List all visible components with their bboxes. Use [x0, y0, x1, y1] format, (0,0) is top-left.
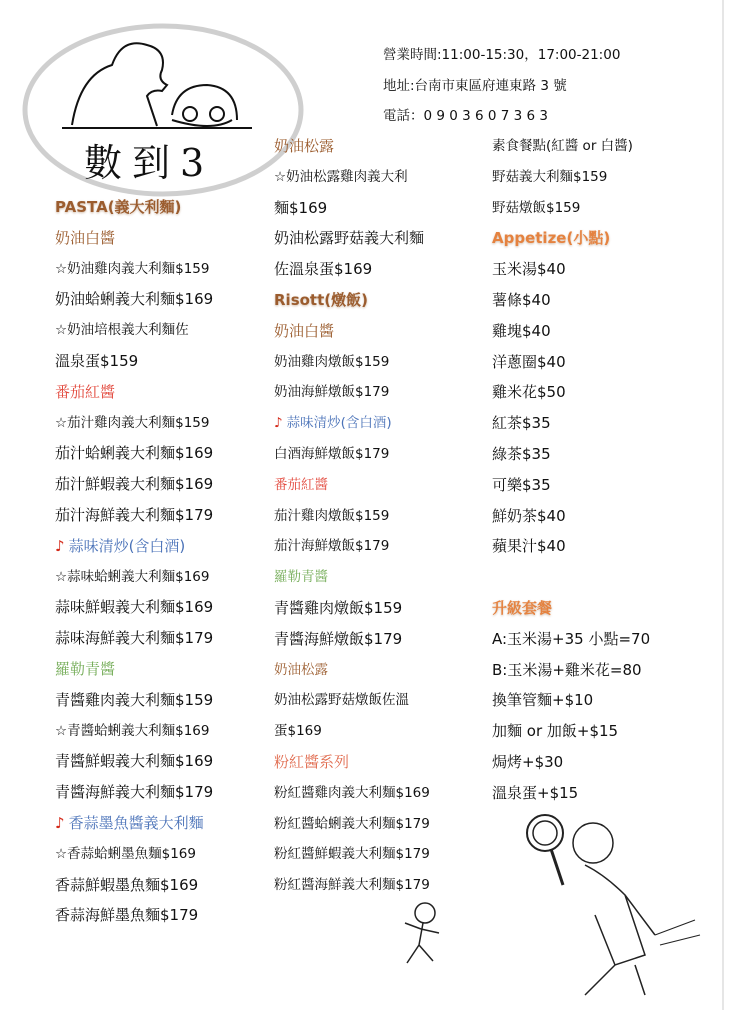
section-heading-text: 羅勒青醬 [274, 569, 328, 586]
chili-pepper-icon: ♪ [274, 415, 283, 432]
section-heading-text: 蒜味清炒(含白酒) [68, 536, 186, 555]
section-heading [274, 135, 430, 166]
section-heading-text: 番茄紅醬 [55, 382, 116, 401]
menu-item [274, 197, 430, 228]
menu-item [492, 197, 650, 228]
menu-item-text: ☆蒜味蛤蜊義大利麵$169 [55, 568, 210, 585]
section-heading-text: 蒜味清炒(含白酒) [286, 415, 392, 432]
section-heading-text: Risott(燉飯) [274, 290, 368, 309]
menu-item [55, 596, 213, 627]
menu-item-text: ☆香蒜蛤蜊墨魚麵$169 [55, 845, 196, 862]
phone: 電話：0 9 0 3 6 0 7 3 6 3 [383, 108, 549, 124]
menu-item [274, 258, 430, 289]
menu-item [274, 597, 430, 628]
menu-item-text: 紅茶$35 [492, 414, 551, 433]
menu-item [55, 689, 213, 720]
menu-item [492, 535, 650, 566]
menu-item [492, 566, 650, 597]
business-hours: 營業時間:11:00-15:30，17:00-21:00 [383, 47, 621, 63]
menu-item-text: 粉紅醬海鮮義大利麵$179 [274, 877, 430, 894]
menu-item-text: A:玉米湯+35 小點=70 [492, 629, 651, 648]
menu-item [492, 751, 650, 782]
menu-item [492, 381, 650, 412]
section-heading-text: Appetize(小點) [492, 229, 611, 248]
address: 地址:台南市東區府連東路 3 號 [383, 77, 567, 94]
menu-item-text: 粉紅醬蛤蜊義大利麵$179 [274, 815, 430, 832]
menu-item [274, 628, 430, 659]
menu-item-text: 鮮奶茶$40 [492, 506, 566, 525]
menu-item-text: 雞米花$50 [492, 383, 566, 402]
menu-item-text: 茄汁蛤蜊義大利麵$169 [55, 444, 214, 463]
restaurant-logo [22, 20, 304, 210]
menu-item [274, 227, 430, 258]
menu-item-text: 茄汁鮮蝦義大利麵$169 [55, 475, 214, 494]
menu-item-text: 佐溫泉蛋$169 [274, 260, 373, 279]
section-heading-text: 奶油白醬 [274, 321, 335, 340]
menu-item [55, 319, 213, 350]
menu-item-text: 野菇燉飯$159 [492, 199, 581, 216]
menu-item [274, 505, 430, 536]
chili-pepper-icon: ♪ [55, 536, 65, 555]
menu-item-text: 青醬鮮蝦義大利麵$169 [55, 752, 214, 771]
menu-item [492, 412, 650, 443]
menu-item [492, 443, 650, 474]
menu-item-text: 茄汁海鮮燉飯$179 [274, 538, 390, 555]
menu-item-text: 青醬海鮮義大利麵$179 [55, 783, 214, 802]
section-heading-text: PASTA(義大利麵) [55, 198, 182, 216]
section-heading [55, 381, 213, 412]
menu-item [274, 351, 430, 382]
menu-item [492, 659, 650, 690]
menu-item [55, 843, 213, 874]
menu-item-text: 洋蔥圈$40 [492, 352, 566, 371]
menu-item-text: 白酒海鮮燉飯$179 [274, 445, 390, 462]
menu-item-text: 薯條$40 [492, 290, 551, 309]
section-heading-text: 羅勒青醬 [55, 659, 116, 678]
menu-item-text: 麵$169 [274, 198, 328, 217]
menu-column-pasta [55, 196, 213, 935]
menu-item-text: 香蒜鮮蝦墨魚麵$169 [55, 875, 199, 894]
menu-item-text: 焗烤+$30 [492, 752, 564, 771]
menu-item-text: 青醬雞肉義大利麵$159 [55, 690, 214, 709]
section-heading [274, 412, 430, 443]
logo-text: 數到3 [84, 141, 215, 185]
menu-column-sides [492, 135, 650, 813]
menu-item [55, 874, 213, 905]
menu-item [55, 750, 213, 781]
menu-item [55, 904, 213, 935]
section-heading [274, 320, 430, 351]
menu-item-text: 蒜味海鮮義大利麵$179 [55, 629, 214, 648]
menu-item [492, 474, 650, 505]
menu-item-text: 青醬雞肉燉飯$159 [274, 598, 403, 617]
menu-item-text: ☆青醬蛤蜊義大利麵$169 [55, 722, 210, 739]
section-heading-text: 香蒜墨魚醬義大利麵 [68, 813, 204, 832]
menu-item [55, 627, 213, 658]
menu-item-text: 粉紅醬雞肉義大利麵$169 [274, 784, 430, 801]
menu-item [492, 289, 650, 320]
menu-item-text: B:玉米湯+雞米花=80 [492, 660, 642, 679]
section-heading-text: 奶油松露 [274, 137, 335, 155]
section-heading [274, 289, 430, 320]
menu-item [492, 351, 650, 382]
section-heading-text: 番茄紅醬 [274, 476, 328, 493]
running-woman-with-magnifier-illustration-icon [515, 805, 705, 1005]
menu-item-text: ☆奶油雞肉義大利麵$159 [55, 260, 210, 277]
menu-item-text: 粉紅醬鮮蝦義大利麵$179 [274, 846, 430, 863]
menu-item [274, 535, 430, 566]
menu-item [492, 689, 650, 720]
menu-item-text: 玉米湯$40 [492, 260, 566, 279]
menu-item [55, 442, 213, 473]
menu-item-text: ☆奶油松露雞肉義大利 [274, 168, 408, 185]
menu-item [274, 843, 430, 874]
chili-pepper-icon: ♪ [55, 813, 65, 832]
menu-item-text: 綠茶$35 [492, 444, 551, 463]
menu-item-text: 蒜味鮮蝦義大利麵$169 [55, 598, 214, 617]
section-heading [55, 196, 213, 227]
menu-item [55, 412, 213, 443]
section-heading [274, 566, 430, 597]
section-heading [492, 597, 650, 628]
menu-item-text: 加麵 or 加飯+$15 [492, 722, 619, 741]
menu-item-text: 素食餐點(紅醬 or 白醬) [492, 138, 633, 154]
section-heading-text: 奶油白醬 [55, 228, 116, 247]
store-info [383, 44, 620, 136]
section-heading-text: 奶油松露 [274, 661, 328, 678]
menu-item-text: 奶油松露野菇義大利麵 [274, 229, 425, 248]
running-child-illustration-icon [395, 895, 465, 975]
menu-item [274, 782, 430, 813]
menu-item-text: 溫泉蛋$159 [55, 351, 139, 370]
menu-item-text: 奶油海鮮燉飯$179 [274, 384, 390, 401]
menu-item [274, 443, 430, 474]
menu-item [274, 381, 430, 412]
menu-item [492, 166, 650, 197]
menu-item [492, 258, 650, 289]
section-heading [55, 658, 213, 689]
menu-item [492, 135, 650, 166]
menu-item [55, 781, 213, 812]
menu-item-text: 換筆管麵+$10 [492, 691, 594, 710]
menu-item-text: 奶油蛤蜊義大利麵$169 [55, 290, 214, 309]
menu-item [274, 689, 430, 720]
menu-item [274, 813, 430, 844]
menu-item [55, 720, 213, 751]
menu-item [55, 473, 213, 504]
section-heading [274, 751, 430, 782]
menu-item-text: 可樂$35 [492, 475, 551, 494]
section-heading [55, 227, 213, 258]
menu-item-text: ☆茄汁雞肉義大利麵$159 [55, 414, 210, 431]
menu-item [492, 505, 650, 536]
section-heading-text: 粉紅醬系列 [274, 752, 350, 771]
menu-item-text: 奶油松露野菇燉飯佐溫 [274, 692, 409, 709]
menu-item [55, 566, 213, 597]
menu-item-text: 蛋$169 [274, 723, 322, 740]
menu-item [55, 350, 213, 381]
page-edge [722, 0, 724, 1010]
menu-item [55, 258, 213, 289]
menu-item [55, 504, 213, 535]
menu-item [274, 166, 430, 197]
menu-item [55, 288, 213, 319]
menu-item-text: 青醬海鮮燉飯$179 [274, 629, 403, 648]
section-heading [55, 535, 213, 566]
menu-item [492, 628, 650, 659]
menu-item [492, 720, 650, 751]
menu-item-text: ☆奶油培根義大利麵佐 [55, 322, 189, 339]
menu-item-text: 雞塊$40 [492, 321, 551, 340]
section-heading [492, 227, 650, 258]
section-heading [274, 659, 430, 690]
menu-item-text: 香蒜海鮮墨魚麵$179 [55, 906, 199, 925]
menu-item-text: 茄汁海鮮義大利麵$179 [55, 505, 214, 524]
menu-item-text: 野菇義大利麵$159 [492, 168, 608, 185]
menu-item-text: 蘋果汁$40 [492, 537, 566, 556]
section-heading [55, 812, 213, 843]
menu-item-text: 奶油雞肉燉飯$159 [274, 353, 390, 370]
section-heading [274, 474, 430, 505]
menu-item-text: 溫泉蛋+$15 [492, 783, 579, 802]
menu-item [492, 320, 650, 351]
section-heading-text: 升級套餐 [492, 598, 553, 617]
menu-column-risotto [274, 135, 430, 905]
menu-item [274, 720, 430, 751]
menu-item-text: 茄汁雞肉燉飯$159 [274, 507, 390, 524]
